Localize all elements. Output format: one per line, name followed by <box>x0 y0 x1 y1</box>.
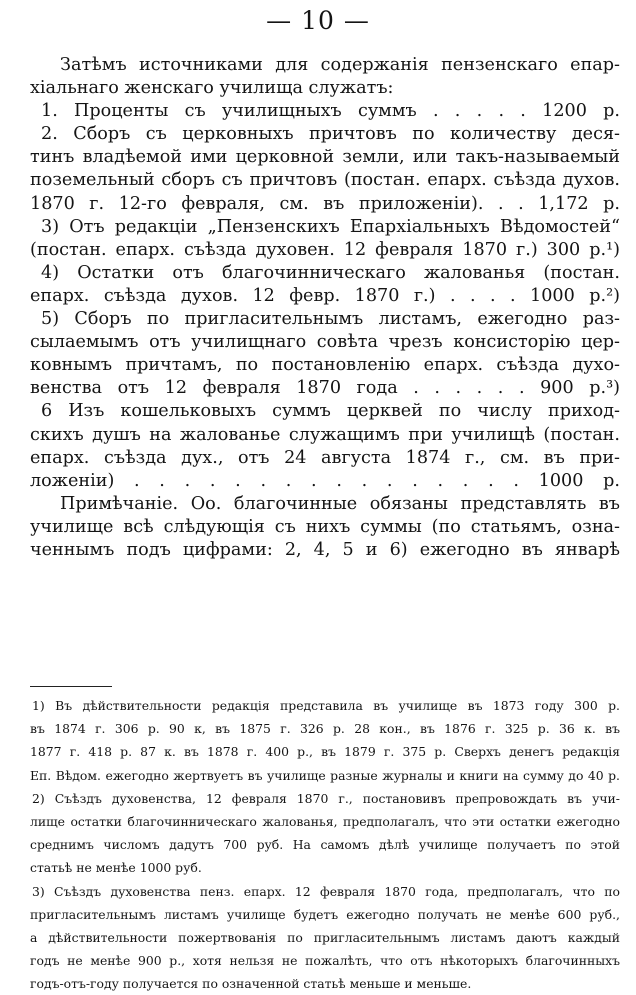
text-line: сылаемымъ отъ училищнаго совѣта чрезъ консисторію цер- <box>30 332 620 353</box>
text-line: скихъ душъ на жалованье служащимъ при училищѣ (постан. <box>30 424 620 445</box>
text-line: хіальнаго женскаго училища служатъ: <box>30 78 394 99</box>
text-line: епарх. съѣзда духов. 12 февр. 1870 г.) . . . . 1000 р.²) <box>30 285 620 306</box>
footnote-divider <box>30 686 112 687</box>
main-text <box>30 54 620 562</box>
text-line: 3) Отъ редакціи „Пензенскихъ Епархіальныхъ Вѣдомостей“ <box>41 216 620 237</box>
text-line: епарх. съѣзда дух., отъ 24 августа 1874 г., см. въ при- <box>30 447 620 468</box>
text-line: Примѣчаніе. Оо. благочинные обязаны представлять въ <box>60 493 620 514</box>
footnote-line: 1) Въ дѣйствительности редакція представила въ училище въ 1873 году 300 р. <box>32 698 620 713</box>
footnote-line: среднимъ числомъ дадутъ 700 руб. На самомъ дѣлѣ училище получаетъ по этой <box>30 837 620 853</box>
footnote-line: лище остатки благочинническаго жалованья, предполагалъ, что эти остатки ежегодно <box>30 813 620 829</box>
footnote-line: годъ не менѣе 900 р., хотя нельзя не пожалѣть, что отъ нѣкоторыхъ благочинныхъ <box>30 953 620 969</box>
text-line: Затѣмъ источниками для содержанія пензенскаго епар- <box>60 55 620 75</box>
footnote-line: 2) Съѣздъ духовенства, 12 февраля 1870 г., постановивъ препровождать въ учи- <box>32 790 620 806</box>
page-number: — 10 — <box>266 6 370 35</box>
footnote-line: 3) Съѣздъ духовенства пенз. епарх. 12 февраля 1870 года, предполагалъ, что по <box>32 883 620 899</box>
text-line: 4) Остатки отъ благочинническаго жалованья (постан. <box>41 262 620 283</box>
footnote-line: 1877 г. 418 р. 87 к. въ 1878 г. 400 р., въ 1879 г. 375 р. Сверхъ денегъ редакція <box>30 744 620 760</box>
text-line: училище всѣ слѣдующія съ нихъ суммы (по статьямъ, озна- <box>30 516 620 537</box>
text-line: 2. Сборъ съ церковныхъ причтовъ по количеству деся- <box>41 124 620 145</box>
text-line: 6 Изъ кошельковыхъ суммъ церквей по числу приход- <box>41 401 620 422</box>
text-line: ковнымъ причтамъ, по постановленію епарх. съѣзда духо- <box>30 355 620 376</box>
text-line: 1. Проценты съ училищныхъ суммъ . . . . . 1200 р. <box>41 101 620 122</box>
text-line: венства отъ 12 февраля 1870 года . . . . . . 900 р.³) <box>30 378 620 399</box>
footnotes <box>30 694 620 995</box>
text-line: 1870 г. 12-го февраля, см. въ приложеніи). . . 1,172 р. <box>30 193 620 214</box>
footnote-line: а дѣйствительности пожертвованія по пригласительнымъ листамъ даютъ каждый <box>30 929 620 945</box>
text-line: поземельный сборъ съ причтовъ (постан. епарх. съѣзда духов. <box>30 170 620 191</box>
footnote-line: статьѣ не менѣе 1000 руб. <box>30 860 202 876</box>
text-line: ложеніи) . . . . . . . . . . . . . . . . 1000 р. <box>30 470 620 491</box>
text-line: (постан. епарх. съѣзда духовен. 12 февраля 1870 г.) 300 р.¹) <box>30 239 620 260</box>
text-line: 5) Сборъ по пригласительнымъ листамъ, ежегодно раз- <box>41 309 620 330</box>
text-line: ченнымъ подъ цифрами: 2, 4, 5 и 6) ежегодно въ январѣ <box>30 539 620 560</box>
footnote-line: пригласительнымъ листамъ училище будетъ ежегодно получать не менѣе 600 руб., <box>30 906 620 922</box>
text-line: тинъ владѣемой ими церковной земли, или такъ-называемый <box>30 147 620 168</box>
footnote-line: въ 1874 г. 306 р. 90 к, въ 1875 г. 326 р. 28 кон., въ 1876 г. 325 р. 36 к. въ <box>30 721 620 737</box>
footnote-line: Еп. Вѣдом. ежегодно жертвуетъ въ училище разные журналы и книги на сумму до 40 р. <box>30 767 620 783</box>
footnote-line: годъ-отъ-году получается по означенной статьѣ меньше и меньше. <box>30 976 472 992</box>
